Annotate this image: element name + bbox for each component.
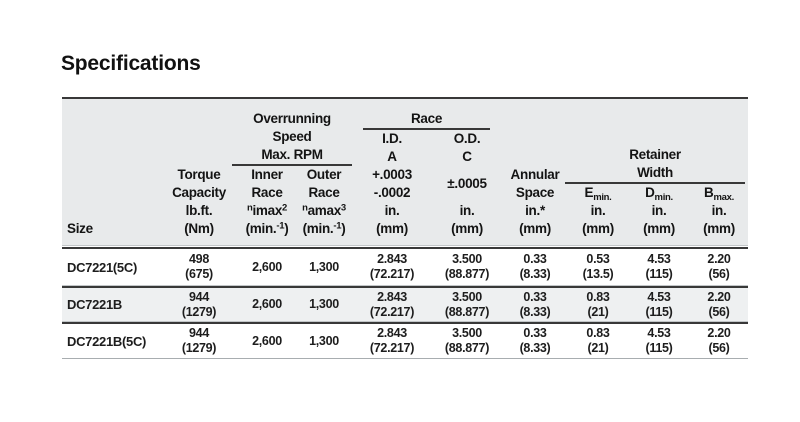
- specifications-table: [62, 97, 748, 359]
- col-header-annular-space: Annular Space in.* (mm): [510, 167, 560, 236]
- col-header-retainer-d: $D_{min.}$ in. (mm): [643, 185, 675, 236]
- cell-inner-rpm: 2,600: [252, 297, 282, 311]
- cell-size: DC7221B: [67, 297, 122, 312]
- cell-race-id: 2.843 (72.217): [369, 289, 415, 319]
- page-title: Specifications: [61, 52, 201, 75]
- cell-race-od: 3.500 (88.877): [444, 252, 490, 281]
- cell-inner-rpm: 2,600: [252, 259, 282, 274]
- cell-retainer-d: 4.53 (115): [645, 252, 673, 281]
- col-header-inner-race: Inner Race $^n$imax$^2$ (min.$^{-1}$): [245, 167, 289, 236]
- cell-retainer-b: 2.20 (56): [707, 252, 731, 281]
- cell-torque: 944 (1279): [181, 289, 217, 319]
- cell-inner-rpm: 2,600: [252, 333, 282, 348]
- group-header-race: Race: [363, 110, 490, 130]
- cell-retainer-e: 0.53 (13.5): [582, 252, 614, 281]
- cell-outer-rpm: 1,300: [309, 333, 339, 348]
- group-header-retainer-width: Retainer Width: [565, 146, 745, 184]
- cell-torque: 498 (675): [185, 252, 213, 281]
- table-row: [62, 249, 748, 285]
- col-header-retainer-e: $E_{min.}$ in. (mm): [582, 185, 614, 236]
- table-row: [62, 324, 748, 358]
- cell-race-id: 2.843 (72.217): [369, 252, 415, 281]
- cell-race-od: 3.500 (88.877): [444, 289, 490, 319]
- cell-retainer-b: 2.20 (56): [707, 289, 731, 319]
- table-row: [62, 288, 748, 321]
- col-header-race-id: I.D. A +.0003 -.0002 in. (mm): [372, 131, 412, 236]
- cell-annular-space: 0.33 (8.33): [519, 252, 551, 281]
- col-header-race-od: O.D. C ±.0005 in. (mm): [447, 131, 487, 236]
- col-header-torque-capacity: Torque Capacity lb.ft. (Nm): [172, 167, 226, 236]
- cell-retainer-d: 4.53 (115): [645, 326, 673, 355]
- cell-annular-space: 0.33 (8.33): [519, 289, 551, 319]
- cell-annular-space: 0.33 (8.33): [519, 326, 551, 355]
- col-header-size: Size: [67, 221, 93, 236]
- col-header-retainer-b: $B_{max.}$ in. (mm): [703, 185, 735, 236]
- cell-race-id: 2.843 (72.217): [369, 326, 415, 355]
- cell-torque: 944 (1279): [181, 326, 217, 355]
- cell-retainer-e: 0.83 (21): [586, 289, 610, 319]
- cell-outer-rpm: 1,300: [309, 259, 339, 274]
- cell-size: DC7221(5C): [67, 259, 137, 275]
- table-header: [62, 99, 748, 245]
- cell-race-od: 3.500 (88.877): [444, 326, 490, 355]
- cell-size: DC7221B(5C): [67, 333, 147, 349]
- cell-retainer-b: 2.20 (56): [707, 326, 731, 355]
- cell-retainer-d: 4.53 (115): [645, 289, 673, 319]
- cell-retainer-e: 0.83 (21): [586, 326, 610, 355]
- col-header-outer-race: Outer Race $^n$amax$^3$ (min.$^{-1}$): [302, 167, 346, 236]
- group-header-overrunning-speed: Overrunning Speed Max. RPM: [232, 110, 352, 166]
- table-bottom-rule: [62, 358, 748, 359]
- cell-outer-rpm: 1,300: [309, 297, 339, 311]
